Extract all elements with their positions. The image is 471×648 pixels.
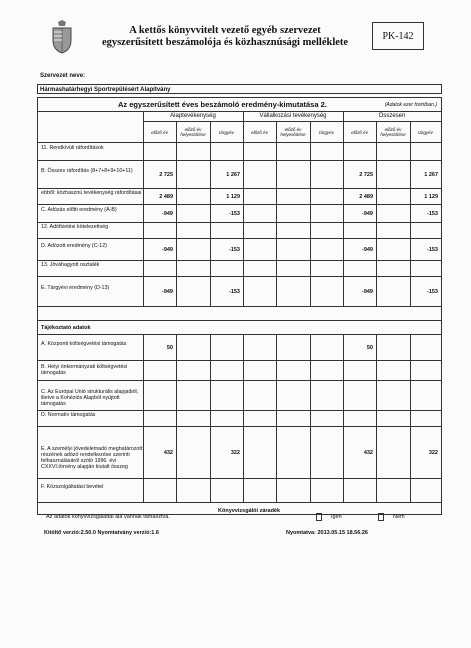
header-bottom: [38, 142, 441, 143]
row-label: F. Közszolgáltatási bevétel: [41, 484, 104, 490]
form-title-line1: A kettős könyvvitelt vezető egyéb szervezet: [129, 25, 321, 36]
row-value: -949: [361, 247, 373, 253]
column-group-header: Összesen: [378, 113, 406, 119]
column-divider: [343, 380, 344, 410]
column-divider: [310, 360, 311, 380]
column-divider: [376, 238, 377, 260]
column-divider: [410, 360, 411, 380]
column-divider: [276, 160, 277, 188]
column-divider: [243, 260, 244, 276]
column-divider: [276, 334, 277, 360]
organization-label: Szervezet neve:: [40, 73, 86, 79]
column-divider: [176, 410, 177, 426]
column-divider: [210, 410, 211, 426]
row-label: 11. Rendkívüli ráfordítások: [41, 145, 104, 151]
column-divider: [210, 142, 211, 160]
column-divider: [376, 334, 377, 360]
column-divider: [276, 188, 277, 204]
column-divider: [176, 260, 177, 276]
subcolumn-header: előző év: [351, 129, 368, 135]
row-value: -949: [161, 289, 173, 295]
row-label: E. A személyi jövedelemadó meghatározott részének adózó rendelkezése szerinti felhasználásáról szóló 1996. évi CXXVI.törvény alapján kiutalt összeg: [41, 446, 143, 470]
column-divider: [243, 188, 244, 204]
column-divider: [276, 238, 277, 260]
row-value: -949: [361, 289, 373, 295]
subcolumn-header: előző év: [151, 129, 168, 135]
table-title-bar: [38, 98, 441, 112]
row-label: D. Adózott eredmény (C-12): [41, 243, 107, 249]
column-divider: [243, 111, 244, 142]
column-group-header: Alaptevékenység: [170, 113, 216, 119]
column-divider: [310, 260, 311, 276]
row-value: 1 129: [424, 194, 438, 200]
yes-label: Igen: [331, 514, 342, 520]
row-value: -153: [228, 289, 240, 295]
coat-of-arms-icon: [50, 20, 74, 54]
form-title: [80, 25, 370, 49]
column-divider: [376, 478, 377, 502]
row-value: -949: [161, 211, 173, 217]
column-divider: [176, 478, 177, 502]
row-divider: [38, 222, 441, 223]
column-divider: [310, 160, 311, 188]
row-label: E. Tárgyévi eredmény (D-13): [41, 285, 110, 291]
column-divider: [143, 222, 144, 238]
column-divider: [276, 380, 277, 410]
column-divider: [243, 380, 244, 410]
row-value: -153: [228, 247, 240, 253]
row-divider: [38, 306, 441, 307]
column-divider: [376, 360, 377, 380]
column-divider: [276, 222, 277, 238]
column-divider: [343, 410, 344, 426]
column-divider: [243, 160, 244, 188]
column-divider: [343, 478, 344, 502]
column-divider: [376, 380, 377, 410]
row-label: B. Helyi önkormányzati költségvetési támogatás: [41, 364, 128, 376]
column-divider: [176, 360, 177, 380]
column-divider: [410, 478, 411, 502]
column-divider: [376, 204, 377, 222]
row-value: 2 489: [159, 194, 173, 200]
row-value: 50: [166, 345, 173, 351]
income-statement-table: [37, 97, 442, 515]
column-divider: [143, 111, 144, 142]
column-divider: [310, 276, 311, 306]
subcolumn-header: tárgyév: [418, 129, 433, 135]
column-divider: [210, 334, 211, 360]
column-divider: [176, 276, 177, 306]
column-divider: [376, 426, 377, 478]
column-divider: [410, 260, 411, 276]
audit-statement: Az adatok könyvvizsgálattal alá vannak támasztva.: [46, 514, 170, 520]
row-value: 322: [230, 450, 240, 456]
column-divider: [343, 142, 344, 160]
no-label: Nem: [393, 514, 405, 520]
row-label: B. Összes ráfordítás (8+7+8+9+10+11): [41, 168, 133, 174]
row-label: A. Központi költségvetési támogatás: [41, 341, 127, 347]
row-value: 1 129: [226, 194, 240, 200]
column-divider: [343, 222, 344, 238]
row-value: -153: [426, 247, 438, 253]
column-group-header: Vállalkozási tevékenység: [259, 113, 327, 119]
column-divider: [310, 426, 311, 478]
column-divider: [243, 426, 244, 478]
column-divider: [210, 478, 211, 502]
column-divider: [176, 334, 177, 360]
column-divider: [243, 334, 244, 360]
row-divider: [38, 410, 441, 411]
row-divider: [38, 380, 441, 381]
column-divider: [243, 238, 244, 260]
column-divider: [310, 222, 311, 238]
info-section-title: Tájékoztató adatok: [41, 325, 91, 331]
table-title: Az egyszerűsített éves beszámoló eredmény-kimutatása 2.: [118, 100, 327, 109]
row-value: 1 267: [226, 172, 240, 178]
row-value: 432: [163, 450, 173, 456]
column-divider: [376, 276, 377, 306]
column-divider: [210, 121, 211, 142]
subcolumn-header: előző év helyesbítése: [180, 127, 206, 137]
column-divider: [376, 121, 377, 142]
column-divider: [243, 478, 244, 502]
yes-checkbox[interactable]: [316, 513, 322, 521]
row-value: -153: [426, 289, 438, 295]
column-divider: [176, 222, 177, 238]
column-divider: [143, 478, 144, 502]
column-divider: [243, 204, 244, 222]
column-divider: [376, 410, 377, 426]
row-divider: [38, 238, 441, 239]
subcolumn-header: előző év helyesbítése: [280, 127, 306, 137]
column-divider: [343, 260, 344, 276]
column-divider: [410, 410, 411, 426]
column-divider: [343, 111, 344, 142]
column-divider: [310, 410, 311, 426]
column-divider: [310, 142, 311, 160]
row-label: C. Adózás előtti eredmény (A-B): [41, 207, 117, 213]
column-divider: [310, 188, 311, 204]
section-title-bottom: [38, 334, 441, 335]
column-divider: [376, 160, 377, 188]
subcolumn-header: előző év: [251, 129, 268, 135]
form-title-line2: egyszerűsített beszámolója és közhasznúsági melléklete: [101, 37, 349, 48]
column-divider: [210, 222, 211, 238]
row-label: 13. Jóváhagyott osztalék: [41, 262, 100, 268]
column-divider: [176, 160, 177, 188]
column-divider: [176, 426, 177, 478]
unit-note: (Adatok ezer forintban.): [384, 102, 437, 108]
column-divider: [176, 204, 177, 222]
subcolumn-header: tárgyév: [219, 129, 234, 135]
column-divider: [243, 142, 244, 160]
row-value: -153: [228, 211, 240, 217]
column-divider: [210, 380, 211, 410]
no-checkbox[interactable]: [378, 513, 384, 521]
form-code: PK-142: [372, 22, 424, 50]
column-divider: [210, 260, 211, 276]
audit-clause-title: Könyvvizsgálói záradék: [218, 508, 281, 514]
column-divider: [243, 410, 244, 426]
column-divider: [343, 360, 344, 380]
column-divider: [310, 204, 311, 222]
row-value: 2 489: [359, 194, 373, 200]
row-divider: [38, 260, 441, 261]
column-divider: [410, 121, 411, 142]
column-divider: [410, 222, 411, 238]
column-divider: [176, 142, 177, 160]
row-value: 2 725: [359, 172, 373, 178]
row-value: -153: [426, 211, 438, 217]
column-divider: [376, 222, 377, 238]
row-label: ebből: közhasznú tevékenység ráfordításai: [41, 190, 142, 196]
row-divider: [38, 502, 441, 503]
version-info: Kitöltő verzió:2.50.0 Nyomtatvány verzió:1.6: [44, 530, 159, 536]
column-divider: [410, 334, 411, 360]
row-value: 1 267: [424, 172, 438, 178]
row-label: 12. Adófizetési kötelezettség: [41, 224, 109, 230]
row-value: 2 725: [159, 172, 173, 178]
column-divider: [276, 478, 277, 502]
column-divider: [276, 276, 277, 306]
column-divider: [276, 260, 277, 276]
row-divider: [38, 360, 441, 361]
column-divider: [176, 188, 177, 204]
column-divider: [176, 238, 177, 260]
column-divider: [276, 410, 277, 426]
subcolumn-header: tárgyév: [319, 129, 334, 135]
column-divider: [243, 276, 244, 306]
column-divider: [276, 426, 277, 478]
column-divider: [410, 380, 411, 410]
column-divider: [376, 260, 377, 276]
column-divider: [243, 360, 244, 380]
row-label: D. Normatív támogatás: [41, 412, 96, 418]
column-divider: [310, 478, 311, 502]
form-header: [50, 20, 422, 58]
column-divider: [310, 334, 311, 360]
print-timestamp: Nyomtatva: 2013.05.15 18.56.26: [286, 530, 368, 536]
column-divider: [276, 121, 277, 142]
column-divider: [176, 380, 177, 410]
column-divider: [276, 204, 277, 222]
row-divider: [38, 426, 441, 427]
row-label: C. Az Európai Unió strukturális alapjaiból, illetve a Kohéziós Alapból nyújtott támogatás: [41, 389, 139, 407]
column-divider: [310, 380, 311, 410]
row-value: -949: [361, 211, 373, 217]
subcolumn-header: előző év helyesbítése: [380, 127, 406, 137]
column-divider: [210, 360, 211, 380]
column-divider: [376, 188, 377, 204]
row-divider: [38, 276, 441, 277]
organization-name: Hármashatárhegyi Sportrepülésért Alapítvány: [37, 84, 442, 94]
column-divider: [143, 260, 144, 276]
row-value: 432: [363, 450, 373, 456]
column-divider: [143, 410, 144, 426]
column-divider: [410, 142, 411, 160]
row-divider: [38, 204, 441, 205]
column-divider: [310, 238, 311, 260]
row-divider: [38, 478, 441, 479]
column-divider: [143, 142, 144, 160]
row-divider: [38, 160, 441, 161]
column-divider: [276, 142, 277, 160]
column-divider: [376, 142, 377, 160]
section-divider: [38, 320, 441, 321]
column-divider: [176, 121, 177, 142]
column-divider: [143, 380, 144, 410]
row-value: 322: [428, 450, 438, 456]
column-divider: [276, 360, 277, 380]
row-value: 50: [366, 345, 373, 351]
column-divider: [243, 222, 244, 238]
row-divider: [38, 188, 441, 189]
column-divider: [310, 121, 311, 142]
column-divider: [143, 360, 144, 380]
row-value: -949: [161, 247, 173, 253]
